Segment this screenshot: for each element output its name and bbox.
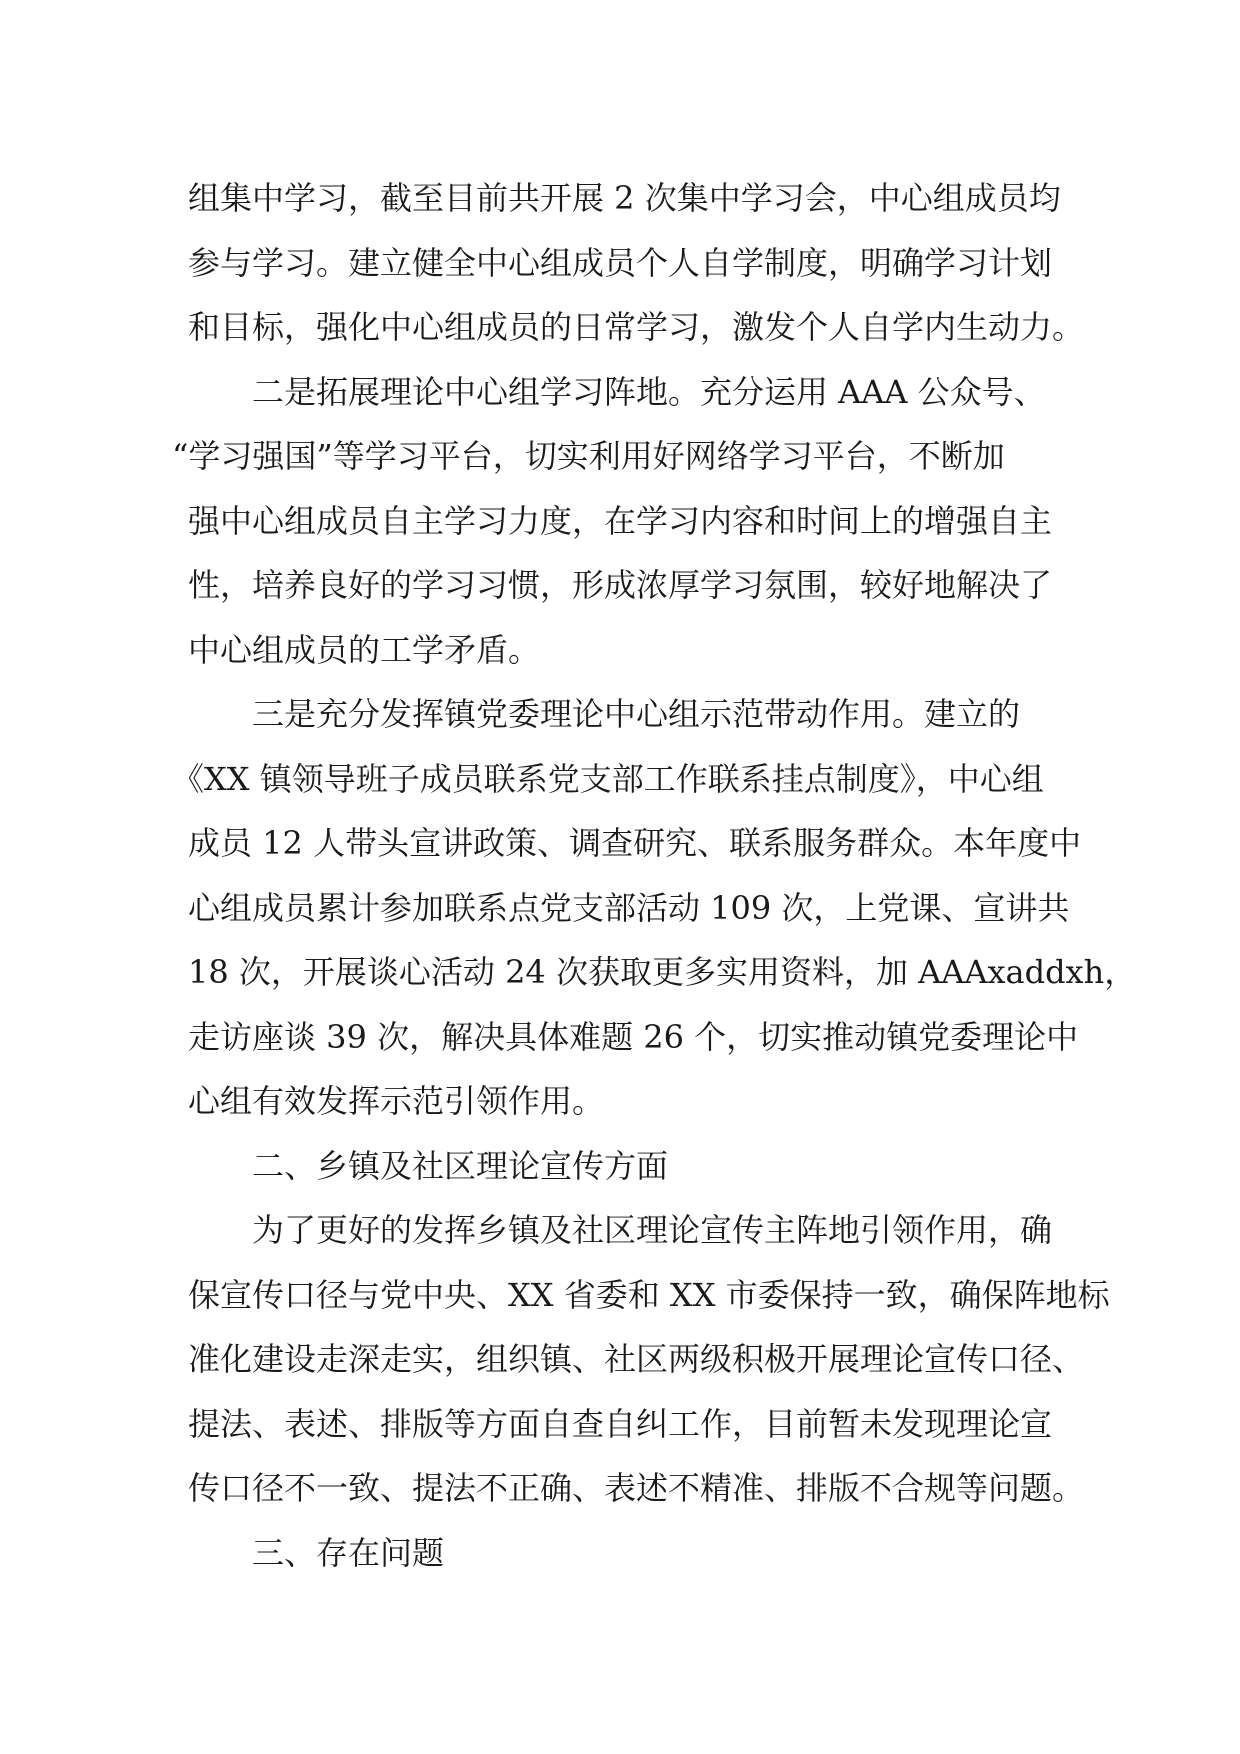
text-line: 《XX 镇领导班子成员联系党支部工作联系挂点制度》，中心组 — [172, 759, 1044, 798]
text-line: 走访座谈 39 次，解决具体难题 26 个，切实推动镇党委理论中 — [188, 1017, 1079, 1056]
text-line: 传口径不一致、提法不正确、表述不精准、排版不合规等问题。 — [188, 1469, 1085, 1507]
text-line: 和目标，强化中心组成员的日常学习，激发个人自学内生动力。 — [188, 308, 1085, 346]
paragraph-start-line: 二是拓展理论中心组学习阵地。充分运用 AAA 公众号、 — [252, 372, 1046, 411]
paragraph-start-line: 三是充分发挥镇党委理论中心组示范带动作用。建立的 — [252, 695, 1021, 733]
section-heading: 二、乡镇及社区理论宣传方面 — [252, 1146, 669, 1185]
text-line: 中心组成员的工学矛盾。 — [188, 630, 541, 669]
text-line: 18 次，开展谈心活动 24 次获取更多实用资料，加 AAAxaddxh， — [188, 953, 1137, 991]
text-line: 参与学习。建立健全中心组成员个人自学制度，明确学习计划 — [188, 243, 1053, 282]
text-line: 心组成员累计参加联系点党支部活动 109 次，上党课、宣讲共 — [188, 888, 1070, 927]
text-line: 心组有效发挥示范引领作用。 — [188, 1082, 605, 1120]
text-line: 性，培养良好的学习习惯，形成浓厚学习氛围，较好地解决了 — [188, 566, 1053, 604]
paragraph-start-line: 为了更好的发挥乡镇及社区理论宣传主阵地引领作用，确 — [252, 1211, 1053, 1249]
text-line: 准化建设走深走实，组织镇、社区两级积极开展理论宣传口径、 — [188, 1340, 1085, 1378]
text-line: 强中心组成员自主学习力度，在学习内容和时间上的增强自主 — [188, 501, 1053, 540]
text-line: 成员 12 人带头宣讲政策、调查研究、联系服务群众。本年度中 — [188, 824, 1082, 862]
text-line: 保宣传口径与党中央、XX 省委和 XX 市委保持一致，确保阵地标 — [188, 1275, 1110, 1314]
document-body — [172, 166, 1137, 1585]
section-heading: 三、存在问题 — [252, 1533, 445, 1572]
text-line: 组集中学习，截至目前共开展 2 次集中学习会，中心组成员均 — [188, 179, 1061, 217]
text-line: 提法、表述、排版等方面自查自纠工作，目前暂未发现理论宣 — [188, 1404, 1053, 1443]
text-line: “学习强国”等学习平台，切实利用好网络学习平台，不断加 — [172, 437, 1005, 475]
